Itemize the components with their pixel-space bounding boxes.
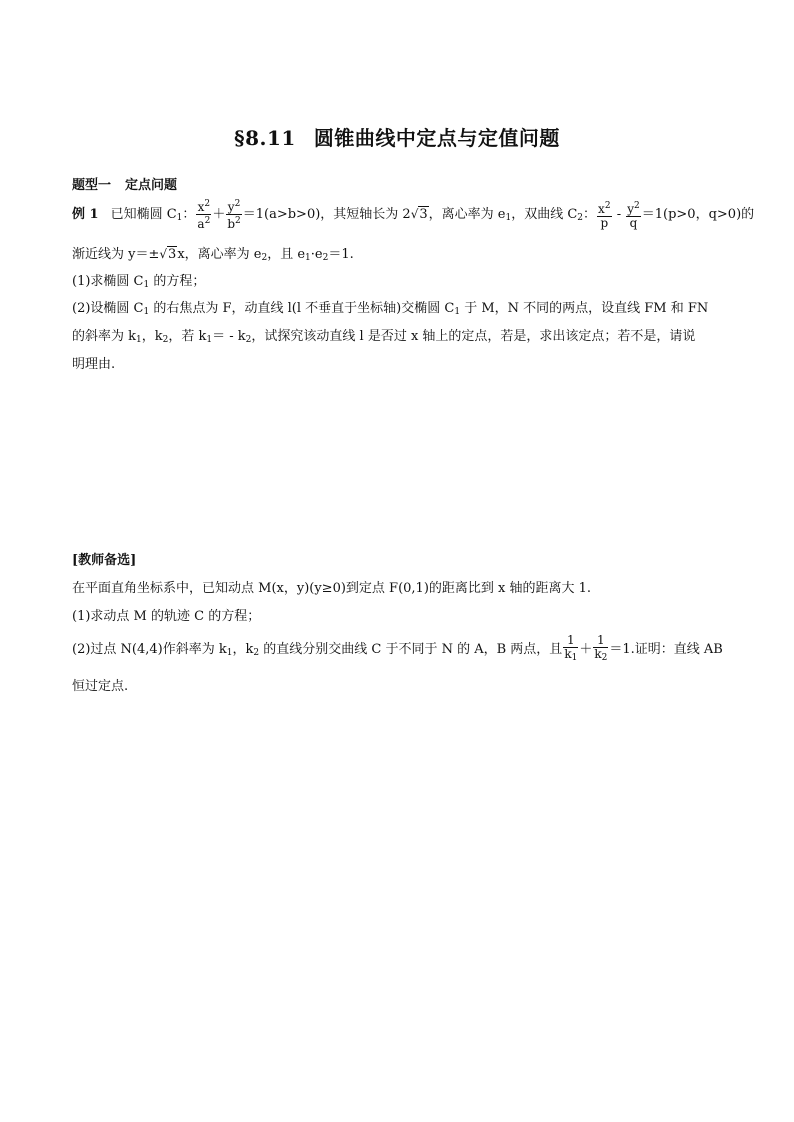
radicand: 3 [168, 247, 177, 262]
subscript: 1 [143, 280, 150, 290]
text: ＝1(p>0，q>0)的 [641, 207, 755, 222]
num-var: y [227, 200, 235, 214]
text: ，若 k [168, 329, 207, 344]
exponent: 2 [235, 216, 241, 226]
num-var: x [598, 201, 605, 216]
text: ＝1.证明：直线 AB [609, 642, 723, 657]
subscript: 1 [206, 335, 213, 345]
text: x，离心率为 e [177, 247, 262, 262]
teacher-label: [教师备选] [72, 553, 137, 568]
exponent: 2 [634, 200, 640, 211]
text: 已知椭圆 C [110, 207, 177, 222]
num-var: y [627, 201, 635, 216]
fraction [196, 198, 211, 231]
section-number: §8.11 [234, 126, 296, 150]
fraction [597, 200, 612, 230]
exponent: 2 [204, 216, 211, 226]
text: 渐近线为 y＝± [72, 247, 160, 262]
example1-line1: 例 1 已知椭圆 $C_1$： $\frac{x^2}{a^2}$ ＋ $\frac{y^2}{b^2}$ ＝1(a>b>0)，其短轴长为 2√3，离心率为 $e_1$，双曲线 $C_2$： $\frac{x^2}{p}$ - $\frac{y^2}{q}$ ＝1(p>0，q>0)的 [72, 199, 755, 231]
text: ： [182, 207, 196, 222]
title-text: 圆锥曲线中定点与定值问题 [313, 126, 560, 150]
question2-line3 [72, 353, 115, 372]
subscript: 2 [601, 653, 608, 663]
text: 于 M，N 不同的两点，设直线 FM 和 FN [460, 301, 709, 316]
teacher-question1: (1)求动点 M 的轨迹 C 的方程； [72, 609, 261, 624]
subscript: 1 [143, 307, 150, 317]
text: 的直线分别交曲线 C 于不同于 N 的 A，B 两点，且 [259, 642, 563, 657]
den-var: a [197, 217, 205, 231]
text: (1)求椭圆 C [72, 274, 144, 289]
example1-line2 [72, 243, 354, 263]
section-heading [72, 174, 177, 193]
exponent: 2 [234, 199, 241, 209]
text: ，离心率为 e [428, 207, 506, 222]
text: ： [583, 207, 597, 222]
text: ·e [310, 247, 323, 262]
subscript: 2 [253, 648, 260, 658]
subscript: 2 [577, 213, 584, 223]
text: ＝ - k [212, 329, 246, 344]
subscript: 2 [162, 335, 169, 345]
subscript: 1 [571, 653, 578, 663]
example-label: 例 1 [72, 207, 99, 222]
page-title [0, 122, 794, 151]
den-var: b [227, 217, 236, 231]
subscript: 2 [261, 253, 268, 263]
den-var: p [600, 215, 609, 230]
heading-text: 定点问题 [125, 178, 178, 193]
sqrt-expression: √3 [159, 247, 177, 262]
sqrt-expression: √3 [410, 207, 428, 222]
subscript: 1 [454, 307, 461, 317]
teacher-line1: 在平面直角坐标系中，已知动点 M(x，y)(y≥0)到定点 F(0,1)的距离比到 x 轴的距离大 1. [72, 581, 592, 596]
text: (2)过点 N(4,4)作斜率为 k [72, 642, 227, 657]
subscript: 1 [176, 213, 183, 223]
minus-sign: - [612, 207, 626, 222]
subscript: 1 [505, 213, 512, 223]
text: ，k [141, 329, 163, 344]
numerator: 1 [563, 634, 578, 648]
fraction [226, 198, 241, 231]
fraction [563, 634, 578, 665]
teacher-question2-line2: 恒过定点. [72, 679, 129, 694]
subscript: 2 [245, 335, 252, 345]
fraction [626, 200, 641, 230]
text: 的方程； [149, 274, 206, 289]
text: ＝1. [328, 247, 354, 262]
question2-line1 [72, 297, 708, 317]
question1 [72, 270, 205, 290]
text: ，且 e [267, 247, 306, 262]
radicand: 3 [419, 207, 428, 222]
text: ，双曲线 C [511, 207, 578, 222]
text: 明理由. [72, 357, 116, 372]
text: ＝1(a>b>0)，其短轴长为 2 [242, 207, 411, 222]
den-var: k [594, 647, 602, 661]
text: 的右焦点为 F，动直线 l(l 不垂直于坐标轴)交椭圆 C [149, 301, 455, 316]
subscript: 1 [136, 335, 142, 345]
num-var: x [197, 200, 205, 214]
exponent: 2 [604, 200, 611, 211]
plus-sign: ＋ [579, 642, 593, 657]
heading-label: 题型一 [72, 178, 112, 193]
teacher-question2-line1 [72, 634, 723, 665]
den-var: k [564, 647, 572, 661]
text: 的斜率为 k [72, 329, 137, 344]
fraction [593, 634, 608, 665]
den-var: q [629, 215, 638, 230]
numerator: 1 [593, 634, 608, 648]
question2-line2 [72, 325, 695, 345]
text: (2)设椭圆 C [72, 301, 144, 316]
subscript: 1 [305, 253, 311, 263]
text: ，试探究该动直线 l 是否过 x 轴上的定点，若是，求出该定点；若不是，请说 [251, 329, 696, 344]
text: ，k [232, 642, 254, 657]
subscript: 2 [322, 253, 329, 263]
exponent: 2 [204, 199, 211, 209]
subscript: 1 [226, 648, 233, 658]
